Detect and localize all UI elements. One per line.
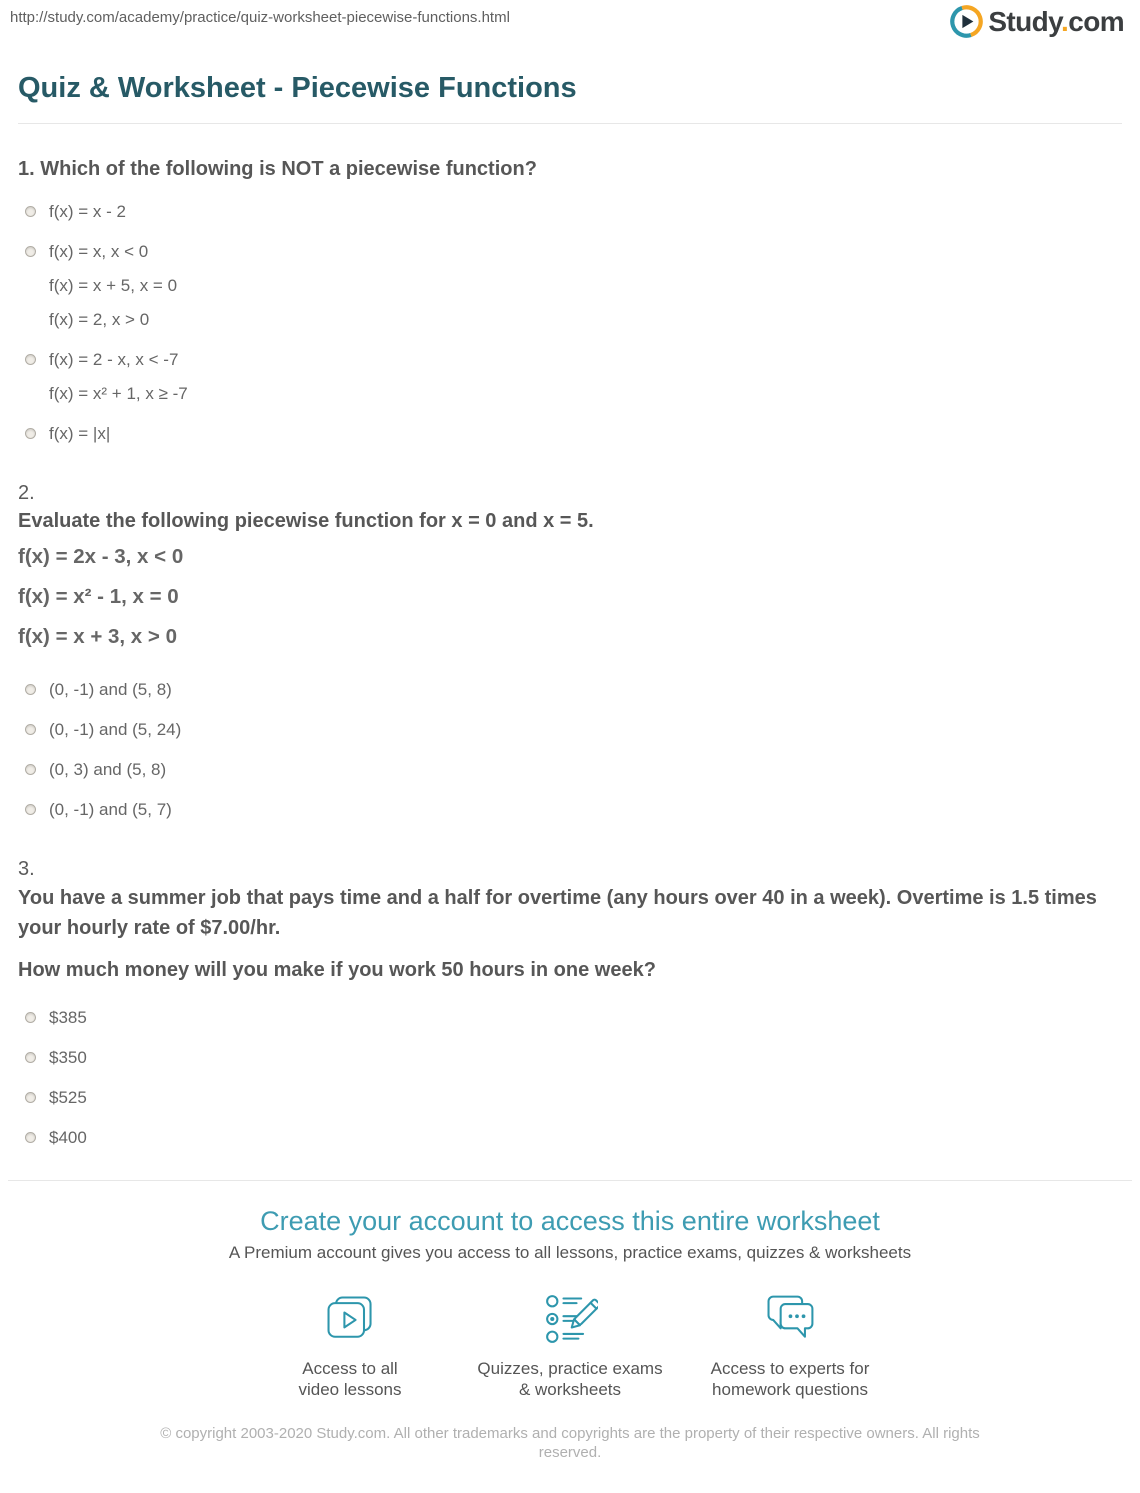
question-1 (18, 157, 1122, 451)
expert-chat-icon (762, 1291, 818, 1347)
studycom-logo (950, 5, 1124, 38)
option-text: $350 (49, 1047, 87, 1067)
answer-option[interactable] (18, 793, 1122, 827)
answer-option[interactable] (18, 1121, 1122, 1155)
radio-button[interactable] (25, 1052, 36, 1063)
option-text: (0, -1) and (5, 24) (49, 719, 182, 739)
option-text: (0, 3) and (5, 8) (49, 759, 167, 779)
radio-button[interactable] (25, 1132, 36, 1143)
studycom-logo-text: Study.com (988, 5, 1124, 37)
feature-label: Access to experts for homework questions (710, 1358, 870, 1399)
video-lessons-icon (322, 1291, 378, 1347)
premium-subheading: A Premium account gives you access to all lessons, practice exams, quizzes & worksheets (228, 1242, 912, 1262)
option-text: $385 (49, 1007, 87, 1027)
question-2-prompt: Evaluate the following piecewise function for x = 0 and x = 5. (18, 509, 594, 532)
quiz-worksheet-icon (542, 1291, 598, 1347)
question-3 (18, 855, 1122, 1155)
feature-list (0, 1291, 1140, 1400)
answer-option[interactable] (18, 417, 1122, 451)
answer-option[interactable] (18, 235, 1122, 337)
radio-button[interactable] (25, 1012, 36, 1023)
question-3-options (18, 1001, 1122, 1155)
footer-divider (8, 1180, 1132, 1181)
option-text: f(x) = |x| (49, 423, 111, 443)
radio-button[interactable] (25, 804, 36, 815)
question-2-functions (18, 537, 1122, 657)
page-url: http://study.com/academy/practice/quiz-worksheet-piecewise-functions.html (10, 9, 510, 26)
feature-label: Access to all video lessons (298, 1358, 402, 1399)
question-2-number: 2. (18, 481, 35, 504)
option-text: f(x) = x, x < 0 (49, 241, 149, 261)
answer-option[interactable] (18, 713, 1122, 747)
answer-option[interactable] (18, 673, 1122, 707)
option-text: $400 (49, 1127, 87, 1147)
question-3-prompt: You have a summer job that pays time and a half for overtime (any hours over 40 in a week). Overtime is 1.5 times your hourly rate of $7.00/hr. (18, 886, 1097, 939)
radio-button[interactable] (25, 1092, 36, 1103)
piecewise-function-line: f(x) = x + 3, x > 0 (18, 624, 177, 648)
answer-option[interactable] (18, 195, 1122, 229)
radio-button[interactable] (25, 764, 36, 775)
radio-button[interactable] (25, 206, 36, 217)
radio-button[interactable] (25, 246, 36, 257)
radio-button[interactable] (25, 354, 36, 365)
question-1-heading: 1. Which of the following is NOT a piecewise function? (18, 157, 537, 180)
page-header (0, 0, 1140, 50)
option-text: f(x) = x + 5, x = 0 (49, 275, 178, 295)
answer-option[interactable] (18, 1081, 1122, 1115)
option-text: f(x) = x - 2 (49, 201, 126, 221)
option-text: (0, -1) and (5, 8) (49, 679, 172, 699)
copyright-notice: © copyright 2003-2020 Study.com. All other trademarks and copyrights are the property of their respective owners. All rights reserved. (160, 1424, 980, 1461)
question-3-subprompt: How much money will you make if you work 50 hours in one week? (18, 958, 656, 981)
option-text: (0, -1) and (5, 7) (49, 799, 172, 819)
answer-option[interactable] (18, 1001, 1122, 1035)
page-title: Quiz & Worksheet - Piecewise Functions (18, 72, 577, 104)
studycom-play-icon (950, 5, 983, 38)
question-1-options (18, 195, 1122, 451)
feature-video-lessons (244, 1291, 456, 1400)
answer-option[interactable] (18, 753, 1122, 787)
feature-expert-help (684, 1291, 896, 1400)
radio-button[interactable] (25, 724, 36, 735)
feature-label: Quizzes, practice exams & worksheets (477, 1358, 663, 1399)
title-divider (18, 123, 1122, 124)
question-2 (18, 479, 1122, 827)
question-3-number: 3. (18, 857, 35, 880)
worksheet-body (0, 70, 1140, 1155)
answer-option[interactable] (18, 343, 1122, 411)
option-text: $525 (49, 1087, 87, 1107)
option-text: f(x) = 2, x > 0 (49, 309, 150, 329)
option-text: f(x) = 2 - x, x < -7 (49, 349, 179, 369)
footer (0, 1205, 1140, 1462)
question-2-options (18, 673, 1122, 827)
create-account-heading: Create your account to access this entire worksheet (260, 1205, 880, 1236)
answer-option[interactable] (18, 1041, 1122, 1075)
radio-button[interactable] (25, 428, 36, 439)
option-text: f(x) = x² + 1, x ≥ -7 (49, 383, 188, 403)
piecewise-function-line: f(x) = 2x - 3, x < 0 (18, 544, 184, 568)
radio-button[interactable] (25, 684, 36, 695)
feature-quizzes-worksheets (464, 1291, 676, 1400)
piecewise-function-line: f(x) = x² - 1, x = 0 (18, 584, 179, 608)
